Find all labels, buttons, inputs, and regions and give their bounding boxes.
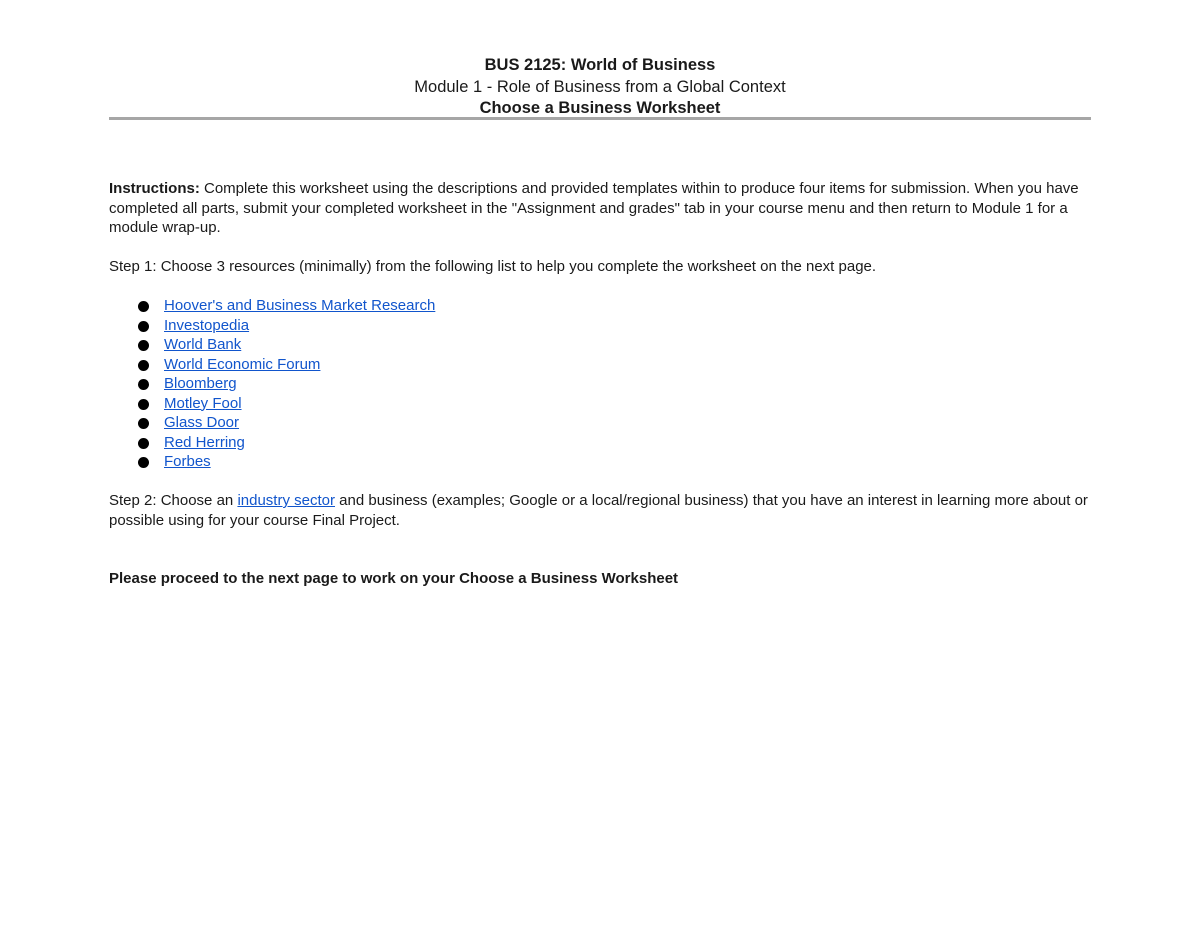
- instructions-label: Instructions:: [109, 180, 200, 197]
- worksheet-title: Choose a Business Worksheet: [479, 99, 721, 117]
- bullet-icon: [138, 360, 149, 371]
- resource-link-glass-door[interactable]: Glass Door: [164, 414, 240, 431]
- resource-link-world-bank[interactable]: World Bank: [164, 336, 242, 353]
- step2-paragraph: [109, 491, 1091, 530]
- instructions-paragraph: [109, 179, 1091, 238]
- list-item: [109, 374, 435, 394]
- bullet-icon: [138, 399, 149, 410]
- resource-link-red-herring[interactable]: Red Herring: [164, 433, 245, 451]
- list-item: [109, 394, 435, 414]
- document-header: [109, 55, 1091, 120]
- industry-sector-link[interactable]: industry sector: [237, 492, 335, 509]
- resource-list: [109, 296, 435, 472]
- resource-link-hoovers[interactable]: Hoover's and Business Market Research: [164, 297, 436, 314]
- proceed-note: Please proceed to the next page to work on your Choose a Business Worksheet: [109, 570, 679, 587]
- list-item: [109, 296, 435, 316]
- list-item: [109, 316, 435, 336]
- resource-link-forbes[interactable]: Forbes: [164, 453, 211, 470]
- list-item: [109, 433, 435, 453]
- bullet-icon: [138, 321, 149, 332]
- list-item: [109, 452, 435, 472]
- resource-link-investopedia[interactable]: Investopedia: [164, 316, 250, 334]
- step1-paragraph: Step 1: Choose 3 resources (minimally) from the following list to help you complete the worksheet on the next page.: [109, 258, 877, 275]
- step2-suffix: and business (examples; Google or a local/regional business) that you have an interest in learning more about or possible using for your course Final Project.: [109, 492, 1088, 529]
- bullet-icon: [138, 418, 149, 429]
- course-title: BUS 2125: World of Business: [484, 56, 716, 74]
- step2-prefix: Step 2: Choose an: [109, 492, 238, 509]
- resource-link-motley-fool[interactable]: Motley Fool: [164, 394, 242, 412]
- bullet-icon: [138, 340, 149, 351]
- bullet-icon: [138, 301, 149, 312]
- bullet-icon: [138, 379, 149, 390]
- bullet-icon: [138, 438, 149, 449]
- resource-link-world-economic-forum[interactable]: World Economic Forum: [164, 355, 321, 373]
- instructions-text: Complete this worksheet using the descriptions and provided templates within to produce four items for submission. When you have completed all parts, submit your completed worksheet in the "Assignment and grades" tab in your course menu and then return to Module 1 for a module wrap-up.: [109, 180, 1079, 236]
- bullet-icon: [138, 457, 149, 468]
- resource-link-bloomberg[interactable]: Bloomberg: [164, 375, 237, 392]
- list-item: [109, 413, 435, 433]
- header-divider: [109, 117, 1091, 120]
- module-title: Module 1 - Role of Business from a Global Context: [414, 77, 786, 96]
- list-item: [109, 335, 435, 355]
- list-item: [109, 355, 435, 375]
